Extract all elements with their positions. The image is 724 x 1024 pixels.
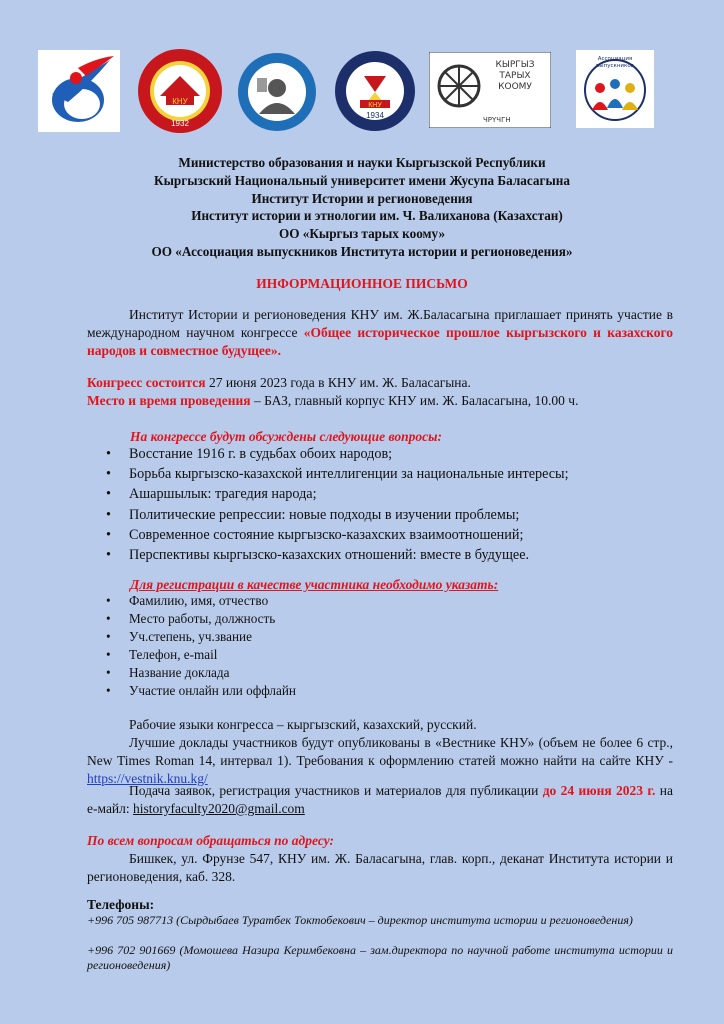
phones-heading: Телефоны: (87, 897, 155, 912)
letter-header (0, 154, 724, 261)
intro-paragraph (87, 306, 673, 360)
place-label: Место и время проведения (87, 393, 251, 408)
knu-seal-year: 1932 (171, 119, 189, 128)
knu-seal-label: КНУ (172, 97, 188, 106)
logo-runic-text: ЧРҮЧГН (483, 116, 511, 124)
date-text: 27 июня 2023 года в КНУ им. Ж. Баласагына. (205, 375, 471, 390)
ministry-emblem-icon (38, 50, 120, 132)
knu-1934-seal-year: 1934 (366, 111, 384, 120)
header-kazakh-institute: Институт истории и этнологии им. Ч. Валиханова (Казахстан) (191, 208, 563, 224)
contacts-heading-text: По всем вопросам обращаться по адресу: (87, 833, 335, 848)
topics-list (106, 444, 569, 565)
registration-heading-text: Для регистрации в качестве участника необходимо указать: (130, 577, 499, 592)
kyrgyz-tarykh-koomu-logo-icon (429, 52, 551, 128)
knu-1934-seal-label: КНУ (368, 102, 382, 109)
list-item: • Современное состояние кыргызско-казахских взаимоотношений; (106, 525, 569, 545)
congress-name: «Общее историческое прошлое кыргызского и казахского народов и совместное будущее». (87, 325, 673, 358)
intro-text: Институт Истории и регионоведения КНУ им. Ж.Баласагына приглашает принять участие в международном научном конгрессе (87, 307, 673, 340)
languages-paragraph: Рабочие языки конгресса – кыргызский, казахский, русский. (129, 717, 477, 732)
header-alumni: ОО «Ассоциация выпускников Института истории и регионоведения» (151, 243, 573, 259)
date-label: Конгресс состоится (87, 375, 206, 390)
submission-paragraph (87, 782, 673, 818)
list-item: • Фамилию, имя, отчество (106, 592, 296, 610)
contact-email-link[interactable]: historyfaculty2020@gmail.com (133, 801, 305, 816)
list-item: • Ашаршылык: трагедия народа; (106, 484, 569, 504)
list-item: • Название доклада (106, 664, 296, 682)
list-item: • Перспективы кыргызско-казахских отношений: вместе в будущее. (106, 545, 569, 565)
knu-1934-seal-icon (334, 50, 416, 132)
list-item: • Восстание 1916 г. в судьбах обоих народов; (106, 444, 569, 464)
vestnik-link[interactable]: https://vestnik.knu.kg/ (87, 771, 208, 786)
contacts-heading (87, 832, 673, 850)
logo-strip (0, 48, 724, 140)
header-society: ОО «Кыргыз тарых коому» (278, 226, 446, 242)
place-text: – БАЗ, главный корпус КНУ им. Ж. Баласагына, 10.00 ч. (250, 393, 579, 408)
submission-email-text: на е-майл: (87, 783, 673, 816)
institute-history-seal-icon (237, 52, 317, 132)
kyrgyz-tarykh-koomu-label: КЫРГЫЗ ТАРЫХ КООМУ (495, 60, 535, 92)
submission-text: Подача заявок, регистрация участников и материалов для публикации (129, 783, 543, 798)
header-ministry: Министерство образования и науки Кыргызской Республики (178, 155, 546, 170)
list-item: • Телефон, e-mail (106, 646, 296, 664)
date-line (87, 374, 673, 392)
knu-seal-icon (137, 48, 223, 134)
topics-heading-text: На конгрессе будут обсуждены следующие вопросы: (130, 429, 442, 444)
list-item: • Политические репрессии: новые подходы в изучении проблемы; (106, 505, 569, 525)
contacts-address: Бишкек, ул. Фрунзе 547, КНУ им. Ж. Баласагына, глав. корп., деканат Института истории и регионоведения, каб. 328. (87, 851, 673, 884)
phone-contact-2: +996 702 901669 (Момошева Назира Керимбековна – зам.директора по научной работе института истории и регионоведения) (87, 943, 673, 972)
list-item: • Место работы, должность (106, 610, 296, 628)
list-item: • Участие онлайн или оффлайн (106, 682, 296, 700)
list-item: • Уч.степень, уч.звание (106, 628, 296, 646)
header-university: Кыргызский Национальный университет имени Жусупа Баласагына (154, 172, 570, 188)
list-item: • Борьба кыргызско-казахской интеллигенции за национальные интересы; (106, 464, 569, 484)
submission-deadline: до 24 июня 2023 г. (542, 783, 656, 798)
registration-list (106, 592, 296, 701)
alumni-association-logo-icon (576, 50, 654, 128)
best-reports-paragraph (87, 734, 673, 788)
phone-contact-1: +996 705 987713 (Сырдыбаев Туратбек Токтобекович – директор института истории и регионоведения) (87, 913, 633, 927)
best-reports-text: Лучшие доклады участников будут опубликованы в «Вестнике КНУ» (объем не более 6 стр., New Times Roman 14, интервал 1). Требования к оформлению статей можно найти на сайте КНУ - (87, 735, 673, 768)
alumni-association-label: Ассоциация выпускников (596, 56, 634, 69)
page-title: ИНФОРМАЦИОННОЕ ПИСЬМО (256, 276, 468, 291)
place-line (87, 392, 673, 410)
header-institute: Институт Истории и регионоведения (251, 190, 473, 206)
